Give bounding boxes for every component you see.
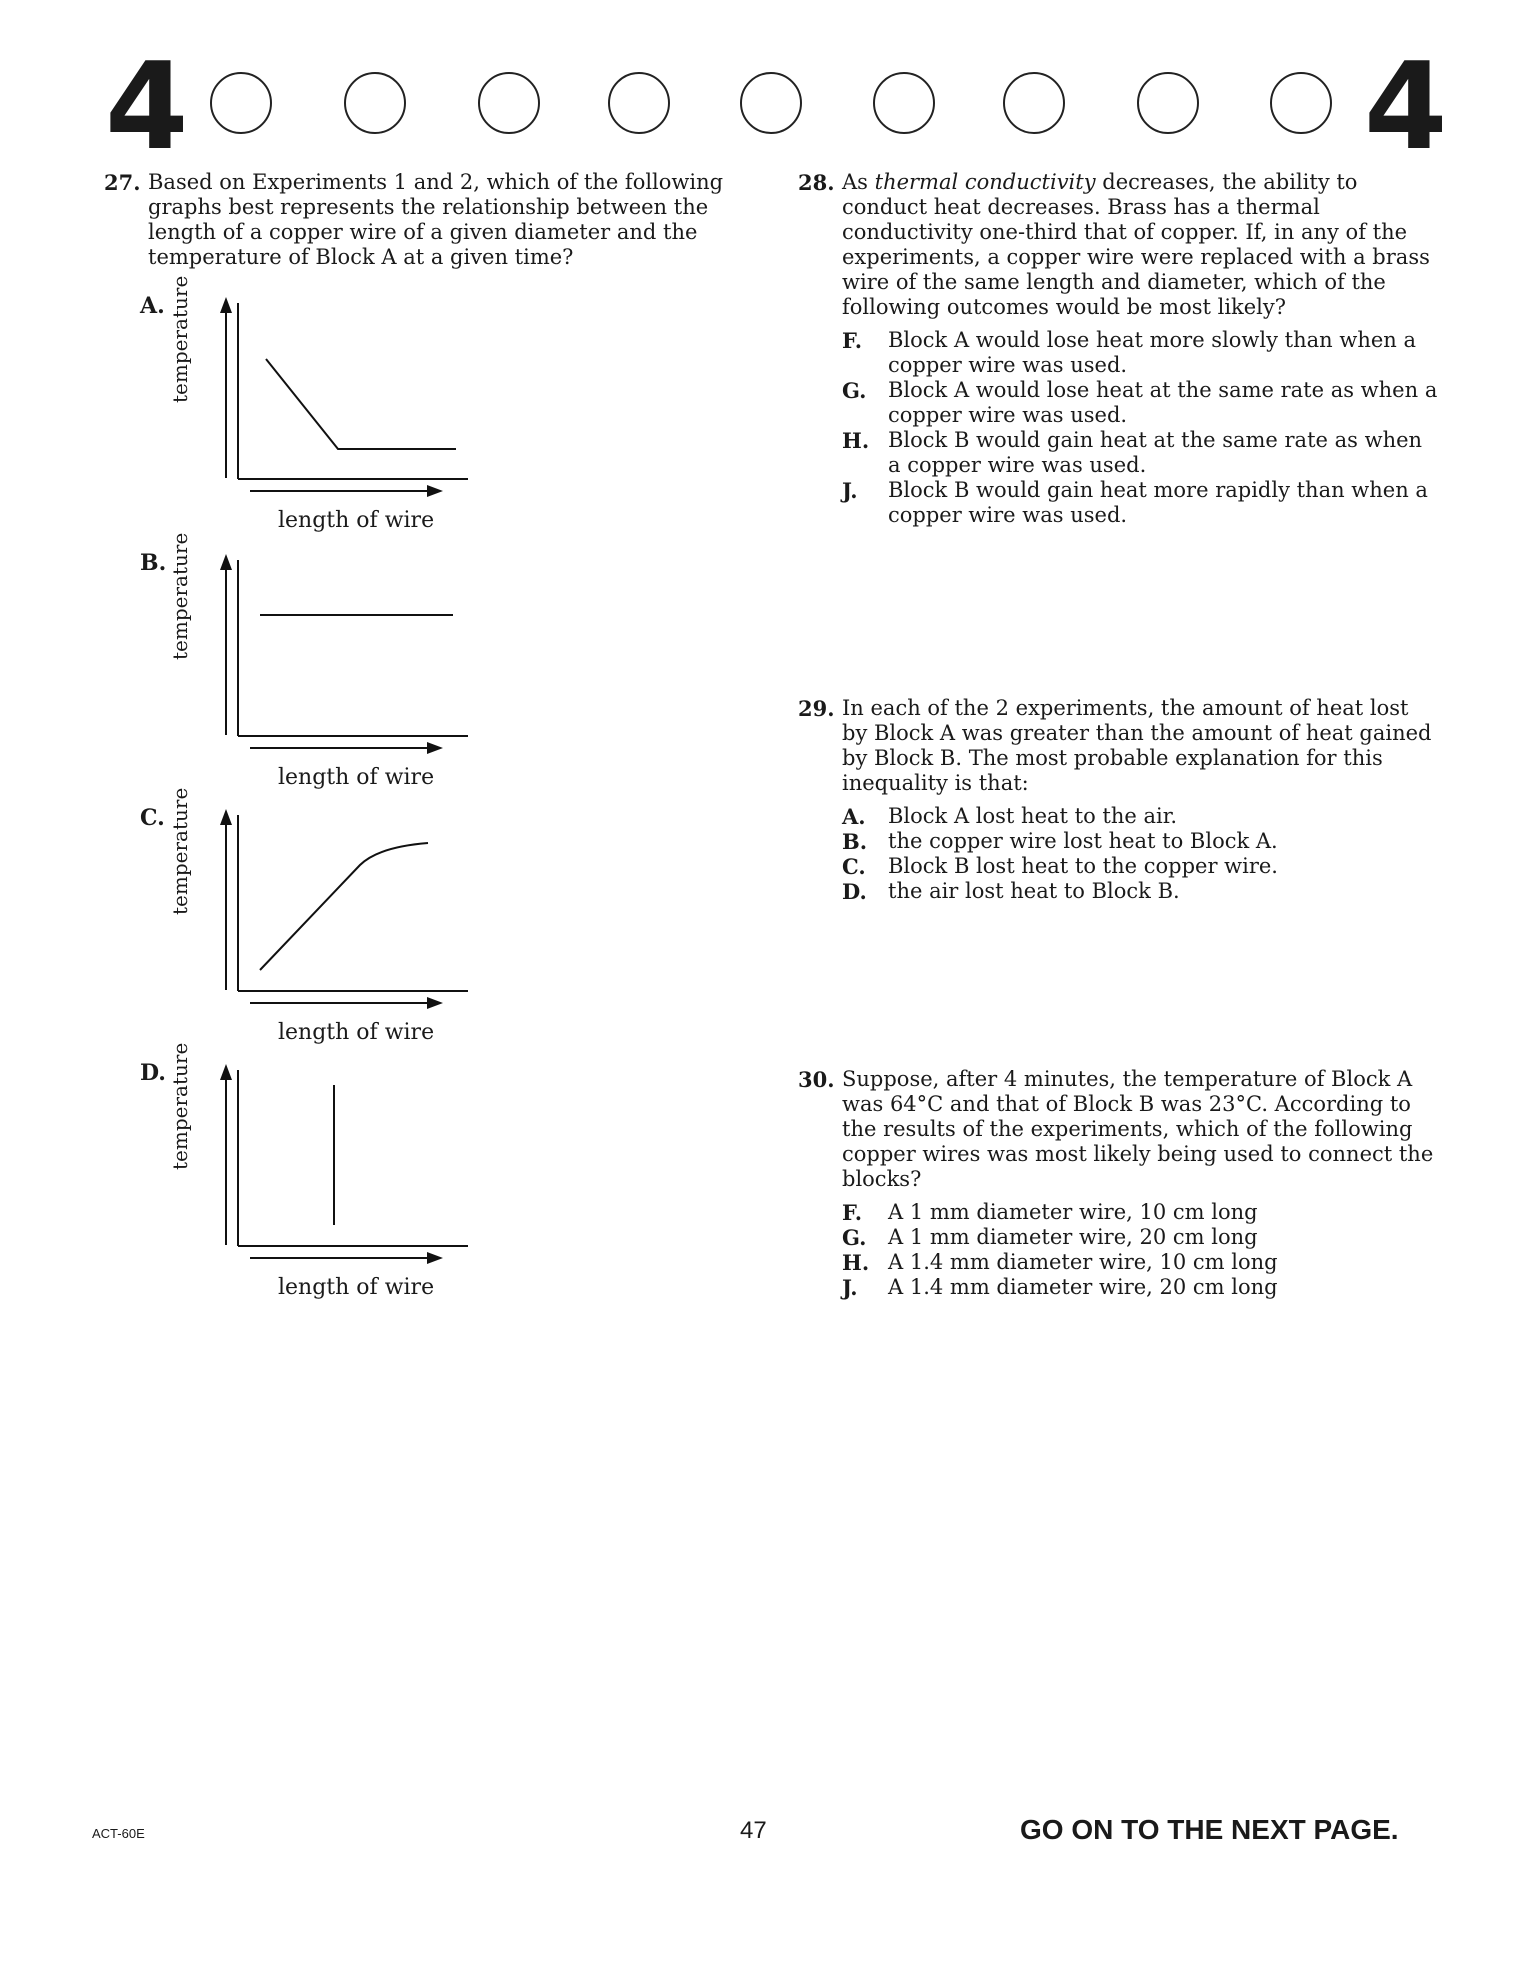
x-axis-label: length of wire: [278, 765, 435, 790]
graph-label: B.: [140, 550, 167, 576]
option-text: A 1 mm diameter wire, 20 cm long: [888, 1225, 1258, 1249]
graph-a: [138, 275, 488, 538]
option-h[interactable]: [842, 1250, 1438, 1275]
y-axis-label: temperature: [168, 275, 192, 403]
option-letter: A.: [842, 804, 866, 829]
x-axis-label: length of wire: [278, 1275, 435, 1300]
question-stem: Based on Experiments 1 and 2, which of the following graphs best represents the relationship between the length of a copper wire of a given diameter and the temperature of Block A at a given time?: [148, 170, 724, 269]
option-j[interactable]: [842, 1275, 1438, 1300]
y-axis-label: temperature: [168, 787, 192, 915]
option-f[interactable]: [842, 1200, 1438, 1225]
option-g[interactable]: [842, 378, 1438, 428]
option-text: A 1.4 mm diameter wire, 10 cm long: [888, 1250, 1278, 1274]
graph-c-plot: [138, 805, 488, 1020]
option-letter: F.: [842, 1200, 863, 1225]
question-29: [798, 696, 1438, 904]
option-text: A 1 mm diameter wire, 10 cm long: [888, 1200, 1258, 1224]
circle-7: [1003, 72, 1065, 134]
option-letter: J.: [842, 1275, 858, 1300]
option-c[interactable]: [842, 854, 1438, 879]
option-text: Block A would lose heat at the same rate as when a copper wire was used.: [888, 378, 1438, 427]
option-text: Block B lost heat to the copper wire.: [888, 854, 1278, 878]
question-number: 27.: [104, 170, 141, 195]
curve-rise-then-level: [260, 843, 428, 970]
y-arrowhead: [220, 297, 232, 313]
option-letter: G.: [842, 1225, 867, 1250]
stem-text: As: [842, 170, 875, 194]
option-letter: H.: [842, 428, 870, 453]
circle-9: [1270, 72, 1332, 134]
option-text: A 1.4 mm diameter wire, 20 cm long: [888, 1275, 1278, 1299]
option-text: the copper wire lost heat to Block A.: [888, 829, 1278, 853]
x-axis-label: length of wire: [278, 1020, 435, 1045]
go-on-notice: GO ON TO THE NEXT PAGE.: [1020, 1814, 1399, 1845]
option-letter: B.: [842, 829, 868, 854]
stem-emphasis: thermal conductivity: [874, 170, 1096, 194]
graph-b: [138, 532, 488, 795]
question-27: [104, 170, 744, 270]
option-text: Block B would gain heat more rapidly than when a copper wire was used.: [888, 478, 1428, 527]
option-d[interactable]: [842, 879, 1438, 904]
option-text: Block A lost heat to the air.: [888, 804, 1178, 828]
option-letter: J.: [842, 478, 858, 503]
option-text: Block A would lose heat more slowly than when a copper wire was used.: [888, 328, 1416, 377]
section-number-left: 4: [105, 38, 189, 177]
graph-c: [138, 787, 488, 1050]
graph-d: [138, 1042, 488, 1305]
x-arrowhead: [427, 485, 443, 497]
y-arrowhead: [220, 1064, 232, 1080]
x-arrowhead: [427, 742, 443, 754]
option-f[interactable]: [842, 328, 1438, 378]
y-axis-label: temperature: [168, 1042, 192, 1170]
question-number: 28.: [798, 170, 835, 195]
option-letter: C.: [842, 854, 866, 879]
curve-decrease-then-flat: [266, 359, 456, 449]
option-h[interactable]: [842, 428, 1438, 478]
x-axis-label: length of wire: [278, 508, 435, 533]
question-30: [798, 1067, 1438, 1300]
circle-1: [210, 72, 272, 134]
y-arrowhead: [220, 554, 232, 570]
circle-8: [1137, 72, 1199, 134]
graph-label: A.: [140, 293, 165, 319]
graph-b-plot: [138, 550, 488, 765]
option-g[interactable]: [842, 1225, 1438, 1250]
option-a[interactable]: [842, 804, 1438, 829]
option-text: the air lost heat to Block B.: [888, 879, 1180, 903]
x-arrowhead: [427, 997, 443, 1009]
option-b[interactable]: [842, 829, 1438, 854]
circle-5: [740, 72, 802, 134]
question-stem: Suppose, after 4 minutes, the temperature of Block A was 64°C and that of Block B was 23°C. According to the results of the experiments, which of the following copper wires was most likely being used to connect the blocks?: [842, 1067, 1434, 1191]
graph-label: D.: [140, 1060, 166, 1086]
stem-text: decreases, the ability to conduct heat decreases. Brass has a thermal conductivity one-third that of copper. If, in any of the experiments, a copper wire were replaced with a brass wire of the same length and diameter, which of the following outcomes would be most likely?: [842, 170, 1430, 319]
option-letter: F.: [842, 328, 863, 353]
graph-a-plot: [138, 293, 488, 508]
question-28: [798, 170, 1438, 528]
graph-d-plot: [138, 1060, 488, 1275]
circle-3: [478, 72, 540, 134]
circle-6: [873, 72, 935, 134]
option-j[interactable]: [842, 478, 1438, 528]
graph-label: C.: [140, 805, 165, 831]
option-letter: G.: [842, 378, 867, 403]
question-stem: [842, 170, 1438, 320]
circle-2: [344, 72, 406, 134]
y-axis-label: temperature: [168, 532, 192, 660]
form-code: ACT-60E: [92, 1826, 145, 1841]
circle-4: [608, 72, 670, 134]
option-text: Block B would gain heat at the same rate as when a copper wire was used.: [888, 428, 1423, 477]
question-number: 29.: [798, 696, 835, 721]
page-number: 47: [740, 1817, 767, 1844]
question-stem: In each of the 2 experiments, the amount of heat lost by Block A was greater than the amount of heat gained by Block B. The most probable explanation for this inequality is that:: [842, 696, 1432, 795]
option-letter: H.: [842, 1250, 870, 1275]
question-number: 30.: [798, 1067, 835, 1092]
option-letter: D.: [842, 879, 867, 904]
x-arrowhead: [427, 1252, 443, 1264]
section-number-right: 4: [1364, 38, 1448, 177]
y-arrowhead: [220, 809, 232, 825]
